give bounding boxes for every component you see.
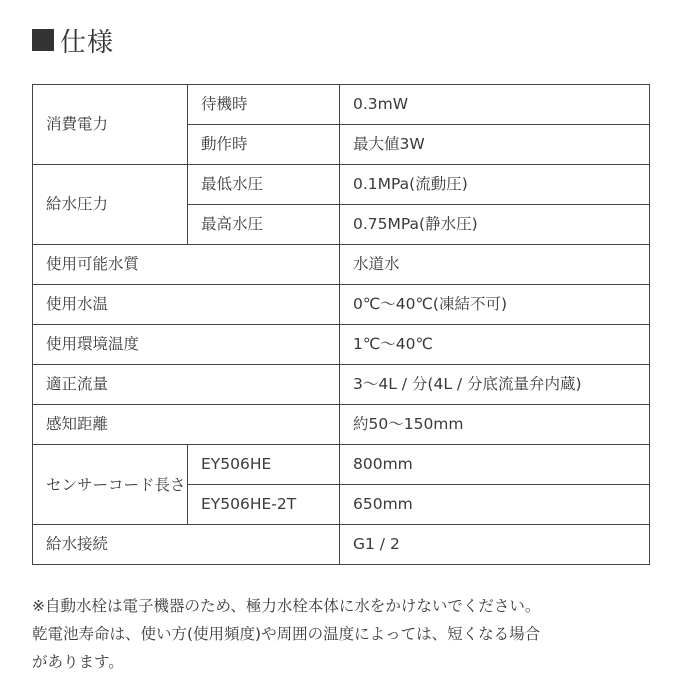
connection-value: G1 / 2 xyxy=(340,525,650,565)
standby-value: 0.3mW xyxy=(340,85,650,125)
spec-table xyxy=(32,84,650,565)
standby-label: 待機時 xyxy=(188,85,340,125)
water-temp-label: 使用水温 xyxy=(33,285,340,325)
distance-label: 感知距離 xyxy=(33,405,340,445)
table-row xyxy=(33,525,650,565)
table-row xyxy=(33,245,650,285)
page-title xyxy=(32,22,114,58)
min-pressure-label: 最低水圧 xyxy=(188,165,340,205)
cord-model-2: EY506HE-2T xyxy=(188,485,340,525)
notes xyxy=(32,592,662,676)
note-line: ※自動水栓は電子機器のため、極力水栓本体に水をかけないでください。 xyxy=(32,597,541,615)
water-quality-value: 水道水 xyxy=(340,245,650,285)
water-temp-value: 0℃〜40℃(凍結不可) xyxy=(340,285,650,325)
power-label: 消費電力 xyxy=(33,85,188,165)
flow-value: 3〜4L / 分(4L / 分底流量弁内蔵) xyxy=(340,365,650,405)
connection-label: 給水接続 xyxy=(33,525,340,565)
distance-value: 約50〜150mm xyxy=(340,405,650,445)
title-square-icon xyxy=(32,29,54,51)
cord-value-1: 800mm xyxy=(340,445,650,485)
env-temp-value: 1℃〜40℃ xyxy=(340,325,650,365)
table-row xyxy=(33,285,650,325)
table-row xyxy=(33,325,650,365)
flow-label: 適正流量 xyxy=(33,365,340,405)
cord-label: センサーコード長さ xyxy=(33,445,188,525)
note-line: があります。 xyxy=(32,653,124,671)
table-row xyxy=(33,445,650,485)
note-line: 乾電池寿命は、使い方(使用頻度)や周囲の温度によっては、短くなる場合 xyxy=(32,625,541,643)
operating-label: 動作時 xyxy=(188,125,340,165)
table-row xyxy=(33,85,650,125)
operating-value: 最大値3W xyxy=(340,125,650,165)
min-pressure-value: 0.1MPa(流動圧) xyxy=(340,165,650,205)
max-pressure-label: 最高水圧 xyxy=(188,205,340,245)
page-title-text: 仕様 xyxy=(60,27,115,58)
env-temp-label: 使用環境温度 xyxy=(33,325,340,365)
water-quality-label: 使用可能水質 xyxy=(33,245,340,285)
pressure-label: 給水圧力 xyxy=(33,165,188,245)
table-row xyxy=(33,405,650,445)
table-row xyxy=(33,365,650,405)
table-row xyxy=(33,165,650,205)
cord-model-1: EY506HE xyxy=(188,445,340,485)
cord-value-2: 650mm xyxy=(340,485,650,525)
max-pressure-value: 0.75MPa(静水圧) xyxy=(340,205,650,245)
